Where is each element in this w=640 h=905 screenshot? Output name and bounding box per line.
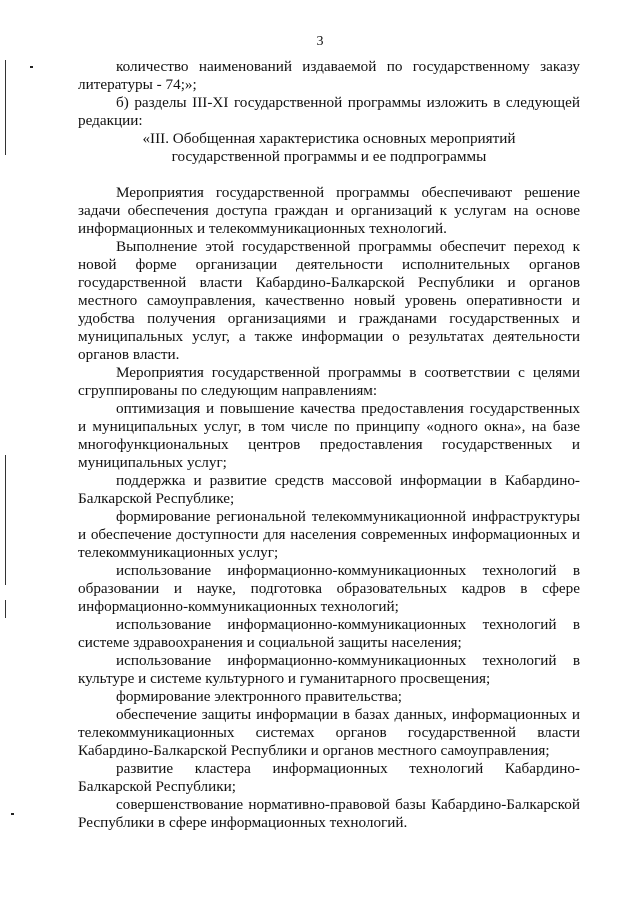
scan-speck [11,813,14,815]
direction-item: совершенствование нормативно-правовой базы Кабардино-Балкарской Республики в сфере информационных технологий. [78,796,580,831]
body-paragraph: Мероприятия государственной программы обеспечивают решение задачи обеспечения доступа граждан и организаций к услугам на основе информационных и телекоммуникационных технологий. [78,184,580,237]
direction-item: использование информационно-коммуникационных технологий в образовании и науке, подготовка образовательных кадров в сфере информационно-коммуникационных технологий; [78,562,580,615]
page-number: 3 [316,34,324,49]
scan-edge-mark [5,600,6,618]
direction-item: формирование электронного правительства; [116,688,403,705]
intro-paragraph: б) разделы III-XI государственной программы изложить в следующей редакции: [78,94,580,129]
scan-speck [30,66,33,68]
direction-item: использование информационно-коммуникационных технологий в культуре и системе культурного и гуманитарного просвещения; [78,652,580,687]
scan-edge-mark [5,60,6,155]
intro-paragraph: количество наименований издаваемой по государственному заказу литературы - 74;»; [78,58,580,93]
document-body [78,58,580,832]
section-heading-line: государственной программы и ее подпрограммы [171,148,487,165]
scan-edge-mark [5,455,6,585]
direction-item: использование информационно-коммуникационных технологий в системе здравоохранения и социальной защиты населения; [78,616,580,651]
section-heading [78,130,580,166]
spacer [78,166,580,184]
body-paragraph: Выполнение этой государственной программы обеспечит переход к новой форме организации деятельности исполнительных органов государственной власти Кабардино-Балкарской Республики и органов местного самоуправления, качественно новый уровень оперативности и удобства получения организациями и гражданами государственных и муниципальных услуг, а также информации о результатах деятельности органов власти. [78,238,580,363]
body-paragraph: Мероприятия государственной программы в соответствии с целями сгруппированы по следующим направлениям: [78,364,580,399]
direction-item: формирование региональной телекоммуникационной инфраструктуры и обеспечение доступности для населения современных информационных и телекоммуникационных услуг; [78,508,580,561]
direction-item: обеспечение защиты информации в базах данных, информационных и телекоммуникационных системах органов государственной власти Кабардино-Балкарской Республики и органов местного самоуправления; [78,706,580,759]
section-heading-line: «III. Обобщенная характеристика основных мероприятий [142,130,516,147]
direction-item: развитие кластера информационных технологий Кабардино-Балкарской Республики; [78,760,580,795]
direction-item: поддержка и развитие средств массовой информации в Кабардино-Балкарской Республике; [78,472,580,507]
direction-item: оптимизация и повышение качества предоставления государственных и муниципальных услуг, в том числе по принципу «одного окна», на базе многофункциональных центров предоставления государственных и муниципальных услуг; [78,400,580,471]
